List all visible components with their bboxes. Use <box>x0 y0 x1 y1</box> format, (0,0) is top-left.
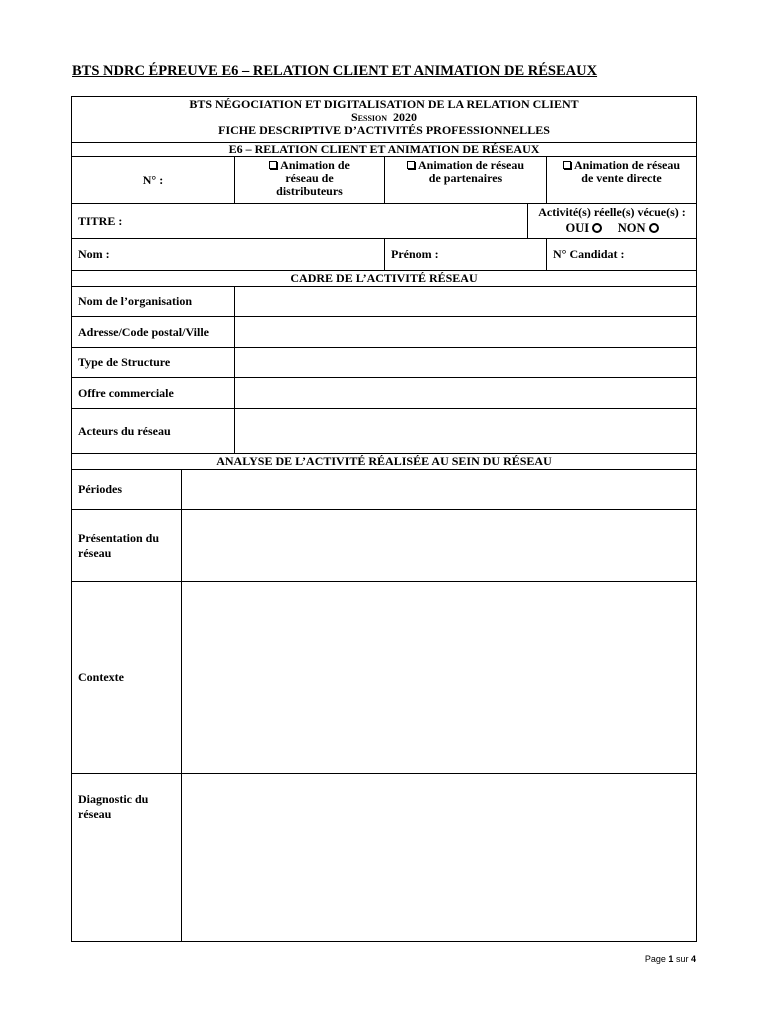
number-label: N° : <box>142 172 164 187</box>
cadre-row <box>72 348 696 378</box>
analyse-row <box>72 774 696 942</box>
candidat-field[interactable] <box>546 239 696 270</box>
structure-field[interactable] <box>234 348 696 377</box>
option-vente-directe[interactable] <box>546 157 696 203</box>
presentation-label-line2: réseau <box>78 545 112 560</box>
document-title: BTS NDRC ÉPREUVE E6 – RELATION CLIENT ET ANIMATION DE RÉSEAUX <box>72 63 598 79</box>
non-radio-icon[interactable] <box>649 223 659 233</box>
option-distributeurs[interactable] <box>234 157 384 203</box>
activity-label: Activité(s) réelle(s) vécue(s) : <box>538 205 686 219</box>
option-partenaires[interactable] <box>384 157 546 203</box>
cadre-row <box>72 317 696 348</box>
diagnostic-label-line2: réseau <box>78 807 112 821</box>
presentation-field[interactable] <box>181 510 696 581</box>
periodes-label: Périodes <box>78 482 122 496</box>
acteurs-field[interactable] <box>234 409 696 453</box>
of-word: sur <box>675 954 689 964</box>
options-row <box>72 157 696 204</box>
session-year: 2020 <box>393 110 418 124</box>
adresse-field[interactable] <box>234 317 696 347</box>
cadre-row <box>72 409 696 454</box>
diagnostic-label-line1: Diagnostic du <box>78 792 149 806</box>
cadre-section-title-row <box>72 271 696 287</box>
periodes-field[interactable] <box>181 470 696 509</box>
non-label: NON <box>617 221 646 235</box>
option3-line2: de vente directe <box>581 171 662 185</box>
presentation-label-line1: Présentation du <box>78 530 159 545</box>
analyse-row <box>72 582 696 774</box>
total-pages: 4 <box>690 954 696 964</box>
cadre-row <box>72 378 696 409</box>
nom-label: Nom : <box>78 247 110 261</box>
titre-row <box>72 204 696 239</box>
checkbox-icon[interactable] <box>563 161 571 169</box>
page-footer <box>645 954 696 964</box>
epreuve-title-row <box>72 143 696 157</box>
nom-field[interactable] <box>72 239 384 270</box>
session-label: Session <box>350 110 388 124</box>
cadre-label-acteurs: Acteurs du réseau <box>78 423 171 438</box>
activity-sheet-form <box>71 96 697 942</box>
analyse-row <box>72 510 696 582</box>
titre-field[interactable] <box>72 204 527 238</box>
header-line1: BTS NÉGOCIATION ET DIGITALISATION DE LA RELATION CLIENT <box>189 97 579 111</box>
cadre-label-organisation: Nom de l’organisation <box>78 294 192 308</box>
option1-line3: distributeurs <box>276 184 343 198</box>
cadre-row <box>72 287 696 317</box>
diagnostic-field[interactable] <box>181 774 696 942</box>
header-line3: FICHE DESCRIPTIVE D’ACTIVITÉS PROFESSIONNELLES <box>218 123 550 137</box>
cadre-section-title: CADRE DE L’ACTIVITÉ RÉSEAU <box>290 271 478 285</box>
option2-line1: Animation de réseau <box>418 158 524 172</box>
checkbox-icon[interactable] <box>269 161 277 169</box>
analyse-section-title: ANALYSE DE L’ACTIVITÉ RÉALISÉE AU SEIN DU RÉSEAU <box>216 454 552 468</box>
oui-radio-icon[interactable] <box>592 223 602 233</box>
cadre-label-structure: Type de Structure <box>78 355 171 369</box>
contexte-field[interactable] <box>181 582 696 773</box>
cadre-label-adresse: Adresse/Code postal/Ville <box>78 324 209 339</box>
prenom-label: Prénom : <box>391 247 439 261</box>
contexte-label: Contexte <box>78 670 124 684</box>
analyse-section-title-row <box>72 454 696 470</box>
identity-row <box>72 239 696 271</box>
candidat-label: N° Candidat : <box>553 247 625 261</box>
offre-field[interactable] <box>234 378 696 408</box>
organisation-field[interactable] <box>234 287 696 316</box>
cadre-label-offre: Offre commerciale <box>78 385 174 400</box>
form-header <box>72 97 696 143</box>
option2-line2: de partenaires <box>428 171 503 185</box>
page-word: Page <box>644 954 666 964</box>
header-line4: E6 – RELATION CLIENT ET ANIMATION DE RÉSEAUX <box>228 142 540 156</box>
oui-label: OUI <box>565 221 590 235</box>
option1-line2: réseau de <box>285 171 334 185</box>
option1-line1: Animation de <box>280 158 350 172</box>
page-number: 1 <box>668 954 674 964</box>
analyse-row <box>72 470 696 510</box>
option3-line1: Animation de réseau <box>574 158 680 172</box>
prenom-field[interactable] <box>384 239 546 270</box>
checkbox-icon[interactable] <box>407 161 415 169</box>
titre-label: TITRE : <box>78 213 123 228</box>
